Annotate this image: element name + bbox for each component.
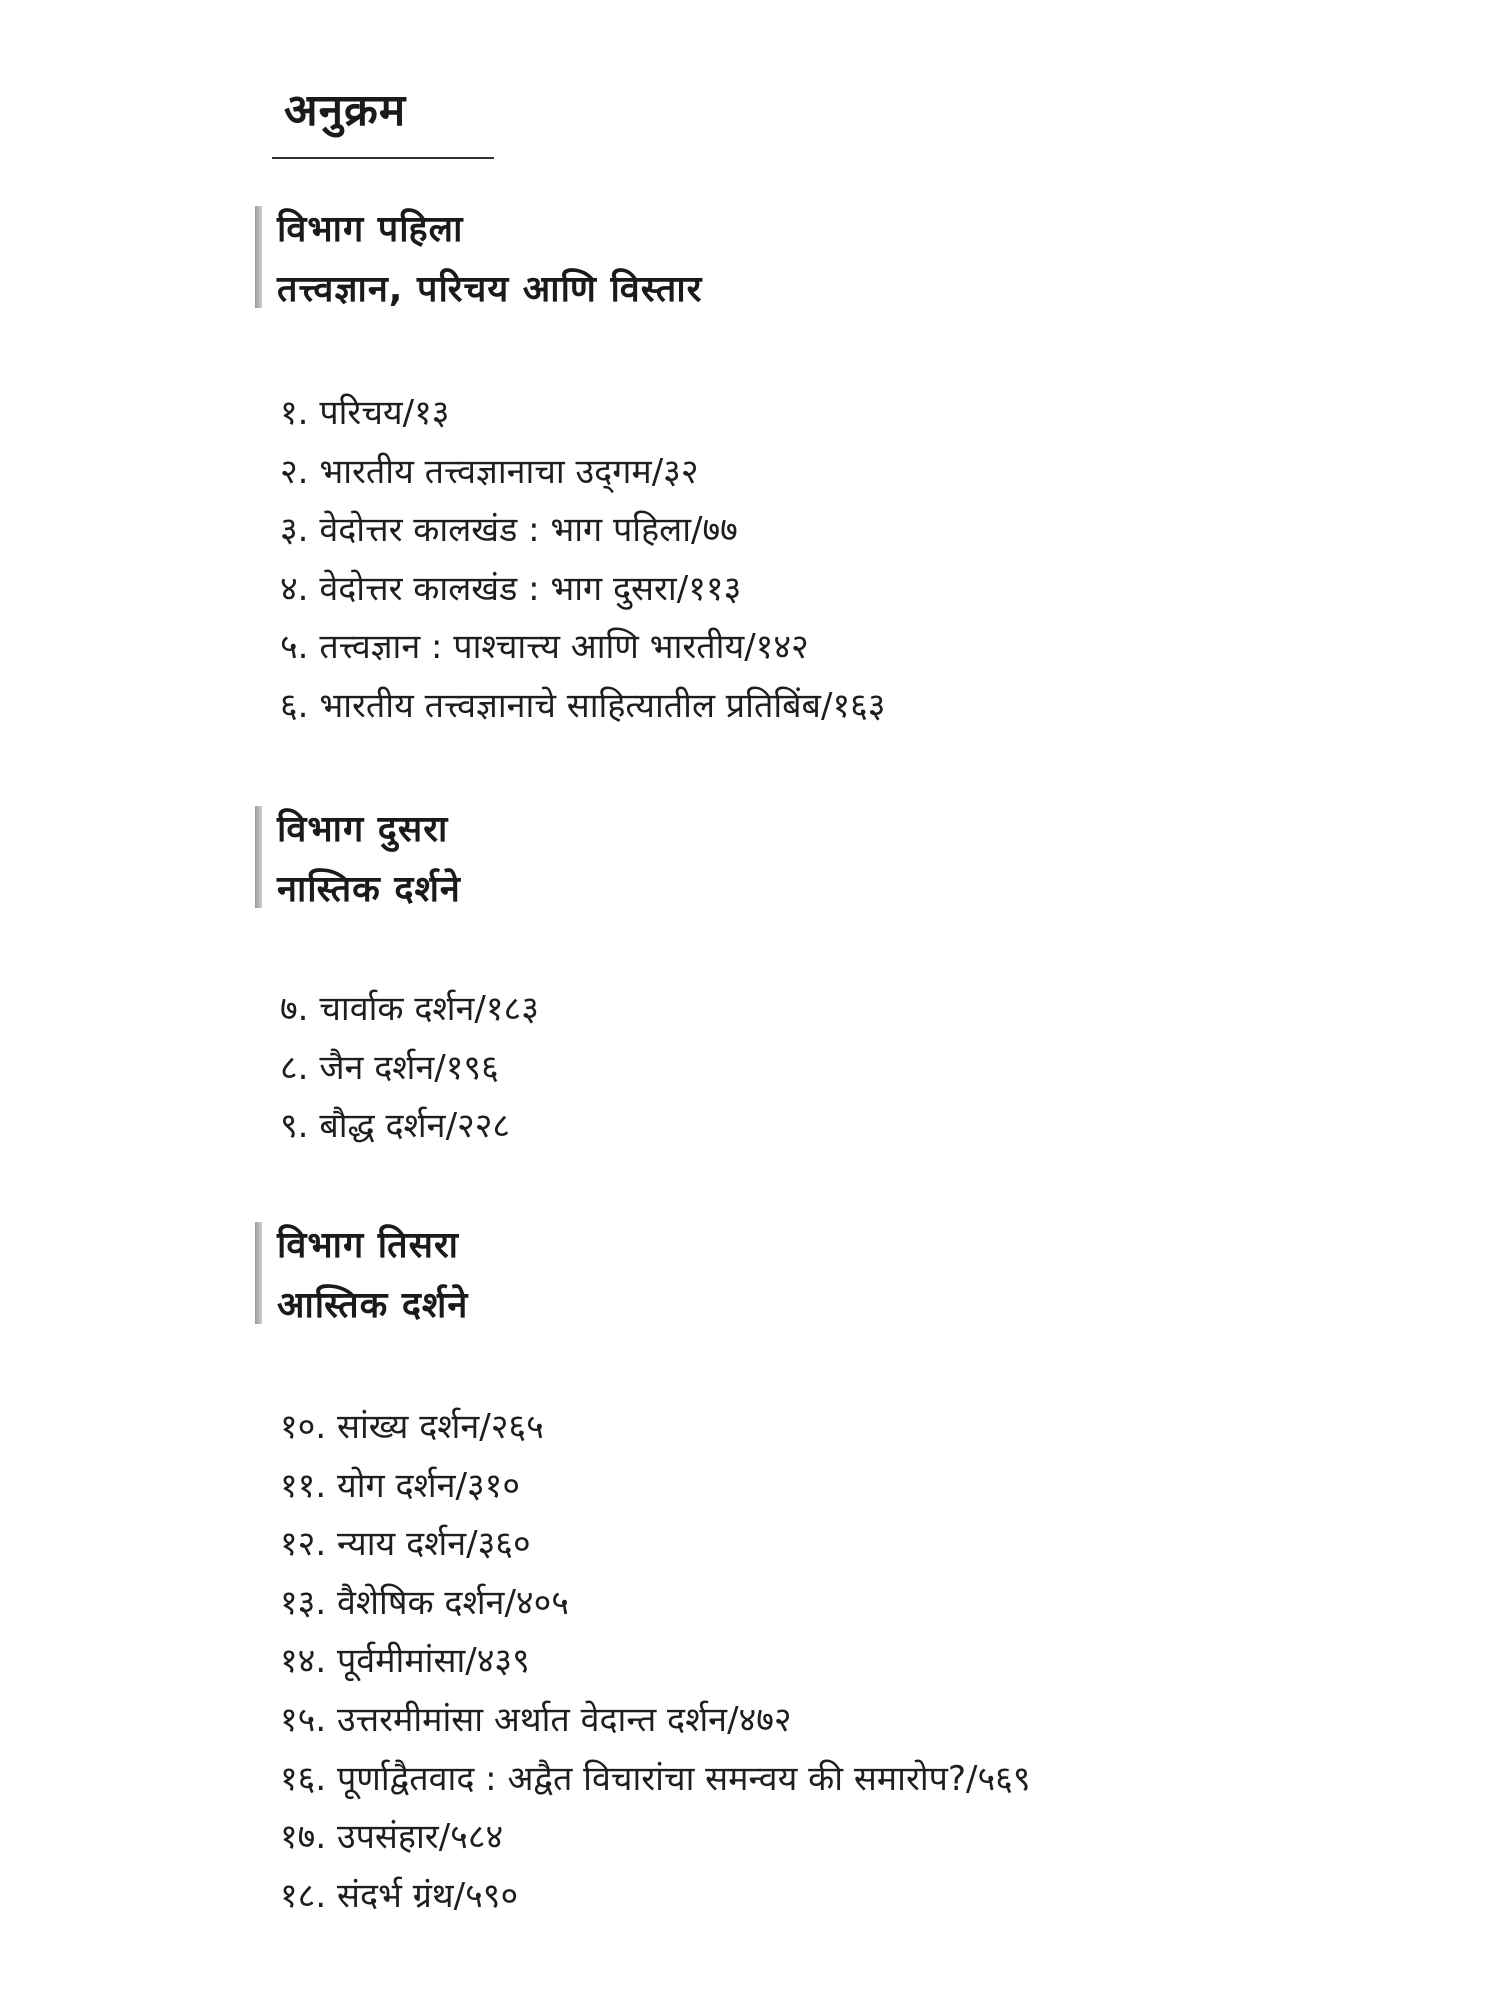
- page-title: अनुक्रम: [284, 85, 407, 136]
- toc-entry[interactable]: ८. जैन दर्शन/१९६: [280, 1039, 539, 1098]
- entry-title: भारतीय तत्त्वज्ञानाचे साहित्यातील प्रतिबिंब: [319, 685, 821, 726]
- entry-number: १५.: [280, 1699, 327, 1740]
- entry-number: १३.: [280, 1582, 327, 1623]
- section-1: [255, 200, 702, 320]
- toc-entry[interactable]: १०. सांख्य दर्शन/२६५: [280, 1398, 1031, 1457]
- title-underline: [272, 157, 494, 159]
- entry-page: १६३: [832, 685, 886, 726]
- section-marker-bar: [255, 806, 262, 908]
- entry-number: ८.: [280, 1047, 309, 1088]
- section-label: विभाग पहिला: [277, 209, 464, 250]
- entry-number: ६.: [280, 685, 309, 726]
- entry-page: ५८४: [450, 1817, 504, 1858]
- toc-entry[interactable]: १४. पूर्वमीमांसा/४३९: [280, 1632, 1031, 1691]
- entry-page: १३: [414, 393, 450, 433]
- entry-title: वैशेषिक दर्शन: [336, 1582, 505, 1623]
- toc-entry[interactable]: ७. चार्वाक दर्शन/१८३: [280, 980, 539, 1039]
- toc-entry[interactable]: २. भारतीय तत्त्वज्ञानाचा उद्‌गम/३२: [280, 443, 885, 502]
- entry-title: चार्वाक दर्शन: [319, 989, 475, 1029]
- entry-title: परिचय: [319, 393, 403, 433]
- section-marker-bar: [255, 206, 262, 308]
- section-label: विभाग दुसरा: [277, 809, 449, 850]
- toc-entry[interactable]: १५. उत्तरमीमांसा अर्थात वेदान्त दर्शन/४७२: [280, 1691, 1031, 1750]
- entry-page: ३२: [663, 451, 699, 492]
- entry-page: १४२: [755, 627, 809, 668]
- section-3-entries: [280, 1398, 1031, 1925]
- section-name: नास्तिक दर्शने: [277, 869, 461, 910]
- toc-entry[interactable]: १८. संदर्भ ग्रंथ/५९०: [280, 1867, 1031, 1926]
- entry-number: १२.: [280, 1524, 327, 1565]
- toc-entry[interactable]: १६. पूर्णाद्वैतवाद : अद्वैत विचारांचा समन्वय की समारोप?/५६९: [280, 1750, 1031, 1809]
- entry-page: २६५: [490, 1407, 544, 1447]
- entry-number: ११.: [280, 1465, 327, 1506]
- entry-title: बौद्ध दर्शन: [319, 1106, 446, 1147]
- entry-page: ३६०: [477, 1524, 531, 1565]
- section-2: [255, 800, 461, 920]
- section-heading: [255, 200, 702, 320]
- section-1-entries: [280, 384, 885, 736]
- entry-title: जैन दर्शन: [319, 1047, 435, 1088]
- entry-number: १४.: [280, 1641, 327, 1682]
- entry-title: वेदोत्तर कालखंड : भाग दुसरा: [319, 568, 677, 609]
- entry-number: १८.: [280, 1875, 327, 1916]
- section-heading: [255, 800, 461, 920]
- entry-title: उपसंहार: [336, 1817, 439, 1858]
- entry-page: ४७२: [738, 1699, 792, 1740]
- entry-title: सांख्य दर्शन: [336, 1407, 480, 1447]
- section-2-entries: [280, 980, 539, 1156]
- entry-page: ५९०: [465, 1875, 519, 1916]
- entry-page: ५६९: [977, 1758, 1031, 1799]
- entry-page: ३१०: [466, 1465, 521, 1506]
- section-marker-bar: [255, 1222, 262, 1324]
- entry-number: १०.: [280, 1407, 327, 1447]
- section-name: आस्तिक दर्शने: [277, 1285, 469, 1326]
- toc-entry[interactable]: १३. वैशेषिक दर्शन/४०५: [280, 1574, 1031, 1633]
- entry-number: ४.: [280, 568, 309, 609]
- entry-title: न्याय दर्शन: [336, 1524, 467, 1565]
- section-label: विभाग तिसरा: [277, 1225, 460, 1266]
- toc-entry[interactable]: १७. उपसंहार/५८४: [280, 1808, 1031, 1867]
- entry-page: १८३: [485, 989, 539, 1029]
- entry-page: ७७: [702, 510, 738, 551]
- entry-page: २२८: [457, 1106, 511, 1147]
- toc-entry[interactable]: ४. वेदोत्तर कालखंड : भाग दुसरा/११३: [280, 560, 885, 619]
- section-name: तत्त्वज्ञान, परिचय आणि विस्तार: [277, 269, 703, 310]
- toc-entry[interactable]: १२. न्याय दर्शन/३६०: [280, 1515, 1031, 1574]
- entry-page: ४०५: [515, 1582, 569, 1623]
- toc-entry[interactable]: ५. तत्त्वज्ञान : पाश्चात्त्य आणि भारतीय/१४२: [280, 618, 885, 677]
- entry-page: ४३९: [476, 1641, 530, 1682]
- entry-title: भारतीय तत्त्वज्ञानाचा उद्‌गम: [319, 451, 652, 492]
- entry-title: पूर्वमीमांसा: [336, 1641, 466, 1682]
- entry-number: १७.: [280, 1817, 327, 1858]
- entry-title: वेदोत्तर कालखंड : भाग पहिला: [319, 510, 692, 551]
- entry-number: ७.: [280, 989, 309, 1029]
- section-3: [255, 1216, 468, 1336]
- entry-title: योग दर्शन: [336, 1465, 456, 1506]
- entry-number: २.: [280, 451, 309, 492]
- entry-title: संदर्भ ग्रंथ: [336, 1875, 454, 1916]
- entry-number: १६.: [280, 1758, 327, 1799]
- entry-title: तत्त्वज्ञान : पाश्चात्त्य आणि भारतीय: [319, 627, 745, 668]
- entry-number: ५.: [280, 627, 309, 668]
- entry-number: १.: [280, 393, 309, 433]
- entry-number: ९.: [280, 1106, 309, 1147]
- entry-page: १९६: [445, 1047, 499, 1088]
- toc-entry[interactable]: ९. बौद्ध दर्शन/२२८: [280, 1097, 539, 1156]
- entry-page: ११३: [688, 568, 742, 609]
- entry-title: पूर्णाद्वैतवाद : अद्वैत विचारांचा समन्वय की समारोप?: [336, 1758, 967, 1799]
- toc-entry[interactable]: १. परिचय/१३: [280, 384, 885, 443]
- section-heading: [255, 1216, 468, 1336]
- toc-entry[interactable]: ६. भारतीय तत्त्वज्ञानाचे साहित्यातील प्रतिबिंब/१६३: [280, 677, 885, 736]
- entry-number: ३.: [280, 510, 309, 551]
- entry-title: उत्तरमीमांसा अर्थात वेदान्त दर्शन: [336, 1699, 728, 1740]
- toc-entry[interactable]: ११. योग दर्शन/३१०: [280, 1457, 1031, 1516]
- toc-entry[interactable]: ३. वेदोत्तर कालखंड : भाग पहिला/७७: [280, 501, 885, 560]
